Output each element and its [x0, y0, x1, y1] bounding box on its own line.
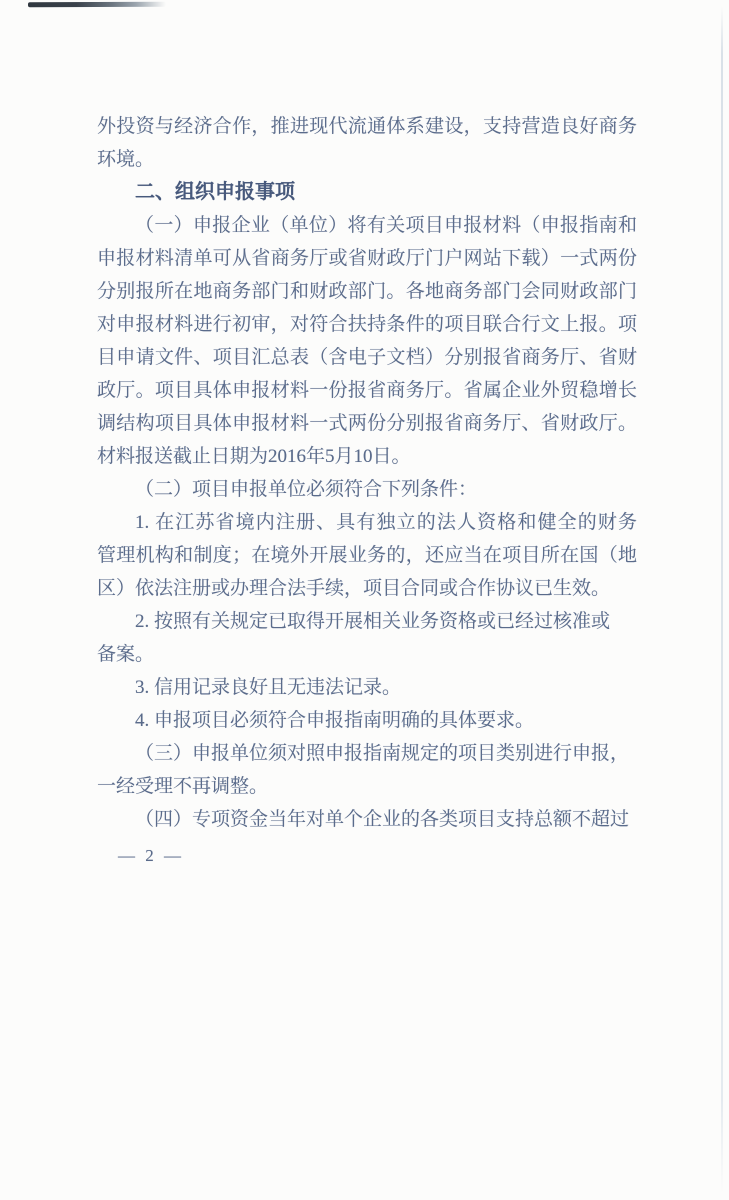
text-line: 2. 按照有关规定已取得开展相关业务资格或已经过核准或	[135, 611, 611, 632]
text-line: 外投资与经济合作，推进现代流通体系建设，支持营造良好商务	[97, 116, 637, 137]
text-line: 环境。	[97, 149, 155, 170]
text-line: 分别报所在地商务部门和财政部门。各地商务部门会同财政部门	[97, 281, 637, 302]
text-line: 管理机构和制度；在境外开展业务的，还应当在项目所在国（地	[97, 545, 637, 566]
text-line: 对申报材料进行初审，对符合扶持条件的项目联合行文上报。项	[97, 314, 637, 335]
document-text-block	[97, 110, 637, 836]
text-line: （四）专项资金当年对单个企业的各类项目支持总额不超过	[135, 809, 630, 830]
text-line: 目申请文件、项目汇总表（含电子文档）分别报省商务厅、省财	[97, 347, 637, 368]
text-line: 1. 在江苏省境内注册、具有独立的法人资格和健全的财务	[135, 512, 637, 533]
section-heading: 二、组织申报事项	[135, 181, 295, 203]
text-line: 4. 申报项目必须符合申报指南明确的具体要求。	[135, 710, 535, 731]
text-line: 申报材料清单可从省商务厅或省财政厅门户网站下载）一式两份	[97, 248, 637, 269]
text-line: （一）申报企业（单位）将有关项目申报材料（申报指南和	[135, 215, 637, 236]
text-line: 3. 信用记录良好且无违法记录。	[135, 677, 402, 698]
text-line: 区）依法注册或办理合法手续，项目合同或合作协议已生效。	[97, 578, 611, 599]
text-line: 政厅。项目具体申报材料一份报省商务厅。省属企业外贸稳增长	[97, 380, 637, 401]
page-number: — 2 —	[118, 846, 184, 865]
text-line: （二）项目申报单位必须符合下列条件：	[135, 479, 478, 500]
text-line: （三）申报单位须对照申报指南规定的项目类别进行申报，	[135, 743, 630, 764]
text-line: 一经受理不再调整。	[97, 776, 269, 797]
scan-streak-artifact	[28, 2, 166, 7]
scan-edge-line-artifact	[721, 6, 723, 1194]
text-line: 备案。	[97, 644, 155, 665]
text-line: 材料报送截止日期为2016年5月10日。	[97, 446, 411, 467]
text-line: 调结构项目具体申报材料一式两份分别报省商务厅、省财政厅。	[97, 413, 637, 434]
